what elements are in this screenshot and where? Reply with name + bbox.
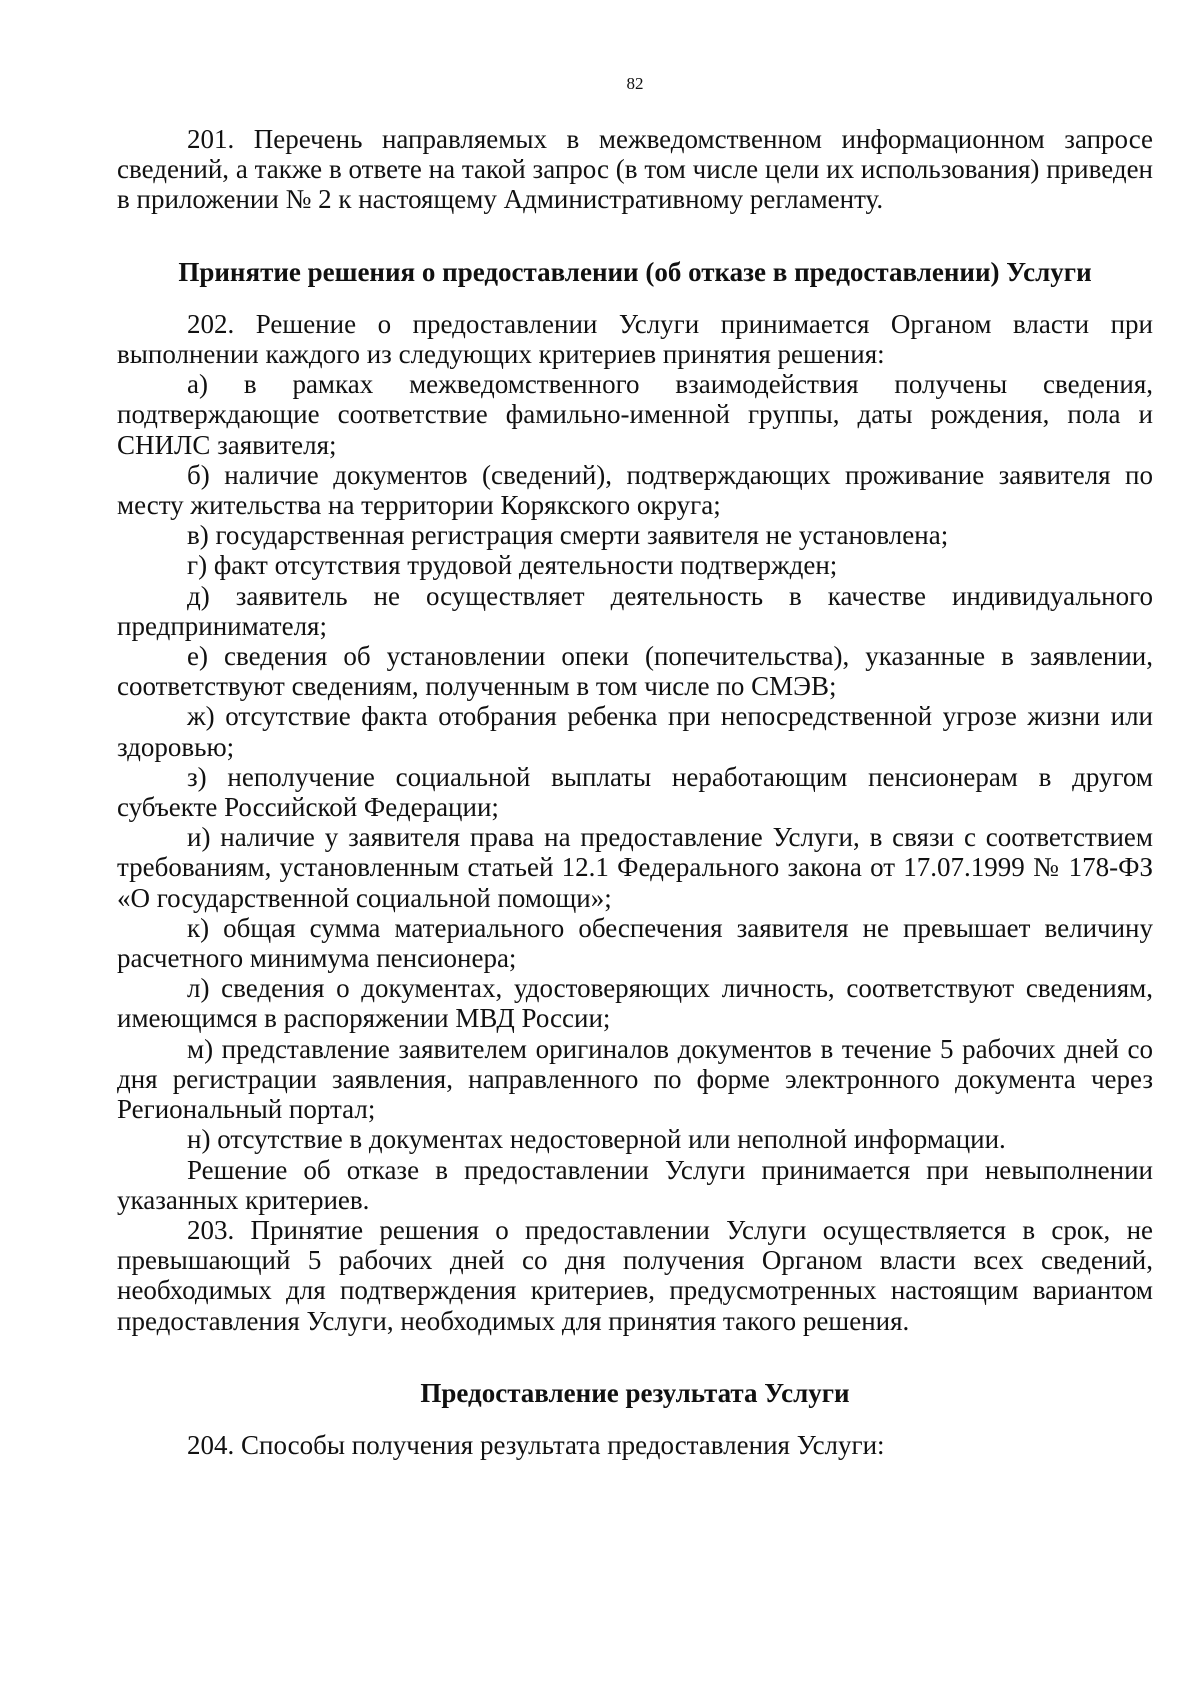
document-page [117,0,1153,1697]
criterion-v: в) государственная регистрация смерти заявителя не установлена; [187,520,949,551]
paragraph-204: 204. Способы получения результата предоставления Услуги: [187,1429,885,1460]
criterion-k: к) общая сумма материального обеспечения заявителя не превышает величину расчетного минимума пенсионера; [117,912,1153,974]
criterion-m: м) представление заявителем оригиналов документов в течение 5 рабочих дней со дня регистрации заявления, направленного по форме электронного документа через Региональный портал; [117,1033,1153,1125]
criterion-d: д) заявитель не осуществляет деятельность в качестве индивидуального предпринимателя; [117,580,1153,641]
paragraph-203: 203. Принятие решения о предоставлении Услуги осуществляется в срок, не превышающий 5 рабочих дней со дня получения Органом власти всех сведений, необходимых для подтверждения критериев, предусмотренных настоящим вариантом предоставления Услуги, необходимых для принятия такого решения. [117,1214,1153,1336]
section-heading-result: Предоставление результата Услуги [420,1377,850,1408]
criterion-e: е) сведения об установлении опеки (попечительства), указанные в заявлении, соответствуют сведениям, полученным в том числе по СМЭВ; [117,641,1153,702]
criterion-z: з) неполучение социальной выплаты неработающим пенсионерам в другом субъекте Российской Федерации; [117,761,1153,823]
document-body [117,124,1153,1460]
paragraph-refusal: Решение об отказе в предоставлении Услуги принимается при невыполнении указанных критериев. [117,1154,1153,1215]
criterion-n: н) отсутствие в документах недостоверной или неполной информации. [187,1124,1006,1155]
criterion-i: и) наличие у заявителя права на предоставление Услуги, в связи с соответствием требованиям, установленным статьей 12.1 Федерального закона от 17.07.1999 № 178-ФЗ «О государственной социальной помощи»; [117,822,1153,913]
criterion-g: г) факт отсутствия трудовой деятельности подтвержден; [187,550,838,581]
paragraph-201: 201. Перечень направляемых в межведомственном информационном запросе сведений, а также в ответе на такой запрос (в том числе цели их использования) приведен в приложении № 2 к настоящему Административному регламенту. [117,124,1153,215]
paragraph-202: 202. Решение о предоставлении Услуги принимается Органом власти при выполнении каждого из следующих критериев принятия решения: [117,308,1153,370]
section-heading-decision: Принятие решения о предоставлении (об отказе в предоставлении) Услуги [178,256,1092,287]
criterion-l: л) сведения о документах, удостоверяющих личность, соответствуют сведениям, имеющимся в распоряжении МВД России; [117,973,1153,1034]
page-number: 82 [626,74,644,93]
criterion-zh: ж) отсутствие факта отобрания ребенка при непосредственной угрозе жизни или здоровью; [117,701,1153,762]
criterion-a: а) в рамках межведомственного взаимодействия получены сведения, подтверждающие соответствие фамильно-именной группы, даты рождения, пола и СНИЛС заявителя; [117,369,1153,460]
criterion-b: б) наличие документов (сведений), подтверждающих проживание заявителя по месту жительства на территории Корякского округа; [117,459,1153,521]
